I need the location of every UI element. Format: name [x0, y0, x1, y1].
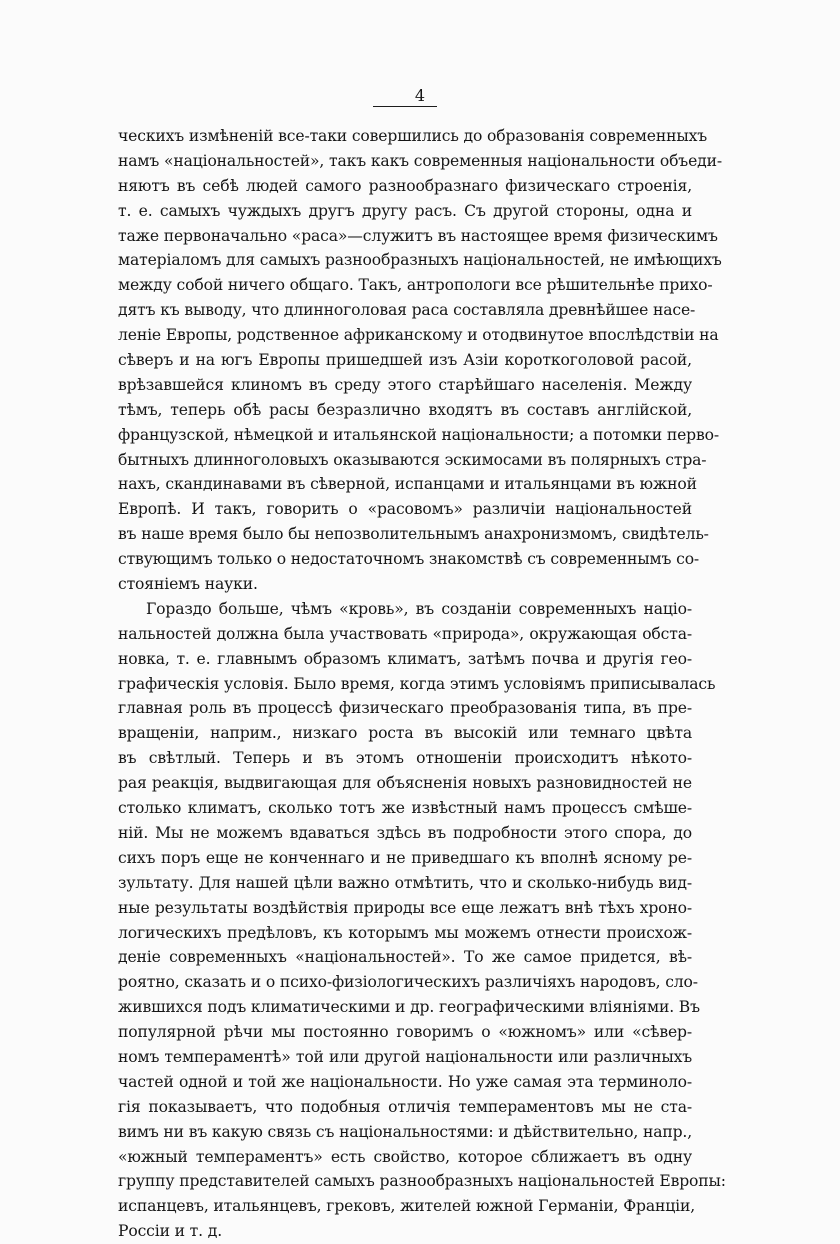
text-line: графическія условія. Было время, когда этимъ условіямъ приписывалась: [118, 674, 716, 693]
text-line: испанцевъ, итальянцевъ, грековъ, жителей южной Германіи, Франціи,: [118, 1197, 696, 1216]
text-line: логическихъ предѣловъ, къ которымъ мы можемъ отнести происхож-: [118, 923, 692, 942]
text-line: леніе Европы, родственное африканскому и отодвинутое впослѣдствіи на: [118, 326, 719, 345]
text-line: частей одной и той же національности. Но уже самая эта терминоло-: [118, 1072, 692, 1091]
text-line: въ наше время было бы непозволительнымъ анахронизмомъ, свидѣтель-: [118, 525, 709, 544]
text-line: номъ темпераментѣ» той или другой національности или различныхъ: [118, 1047, 692, 1066]
text-line: Россіи и т. д.: [118, 1222, 223, 1241]
text-line: тѣмъ, теперь обѣ расы безразлично входятъ въ составъ англійской,: [118, 400, 692, 419]
text-line: врѣзавшейся клиномъ въ среду этого старѣйшаго населенія. Между: [118, 375, 692, 394]
text-line: Гораздо больше, чѣмъ «кровь», въ созданіи современныхъ націо-: [146, 599, 692, 618]
text-line: ные результаты воздѣйствія природы все еще лежатъ внѣ тѣхъ хроно-: [118, 898, 692, 917]
text-line: главная роль въ процессѣ физическаго преобразованія типа, въ пре-: [118, 699, 692, 718]
text-line: стояніемъ науки.: [118, 575, 258, 594]
text-line: группу представителей самыхъ разнообразныхъ національностей Европы:: [118, 1172, 726, 1191]
text-line: Европѣ. И такъ, говорить о «расовомъ» различіи національностей: [118, 500, 692, 519]
text-line: матеріаломъ для самыхъ разнообразныхъ національностей, не имѣющихъ: [118, 251, 722, 270]
page-number: 4: [414, 86, 426, 105]
text-line: вращеніи, наприм., низкаго роста въ высокій или темнаго цвѣта: [118, 724, 692, 743]
text-line: гія показываетъ, что подобныя отличія темпераментовъ мы не ста-: [118, 1097, 692, 1116]
page-number-rule: [373, 106, 437, 107]
text-line: дятъ къ выводу, что длинноголовая раса составляла древнѣйшее насе-: [118, 301, 696, 320]
text-line: ческихъ измѣненій все-таки совершились до образованія современныхъ: [118, 127, 708, 145]
text-line: деніе современныхъ «національностей». То же самое придется, вѣ-: [118, 948, 692, 967]
text-line: нахъ, скандинавами въ сѣверной, испанцами и итальянцами въ южной: [118, 475, 697, 494]
text-line: «южный темпераментъ» есть свойство, которое сближаетъ въ одну: [118, 1147, 692, 1166]
text-line: ствующимъ только о недостаточномъ знакомствѣ съ современнымъ со-: [118, 550, 700, 569]
text-line: столько климатъ, сколько тотъ же извѣстный намъ процессъ смѣше-: [118, 799, 692, 818]
text-line: популярной рѣчи мы постоянно говоримъ о «южномъ» или «сѣвер-: [118, 1023, 692, 1042]
text-line: между собой ничего общаго. Такъ, антропологи все рѣшительнѣе прихо-: [118, 276, 713, 295]
text-line: жившихся подъ климатическими и др. географическими вліяніями. Въ: [118, 998, 700, 1017]
text-line: бытныхъ длинноголовыхъ оказываются эскимосами въ полярныхъ стра-: [118, 450, 707, 469]
text-line: новка, т. е. главнымъ образомъ климатъ, затѣмъ почва и другія гео-: [118, 649, 692, 668]
body-text: [118, 124, 726, 1244]
text-line: французской, нѣмецкой и итальянской національности; а потомки перво-: [118, 425, 719, 444]
paragraph-2: [118, 597, 726, 1244]
text-line: ній. Мы не можемъ вдаваться здѣсь въ подробности этого спора, до: [118, 823, 692, 842]
text-line: вимъ ни въ какую связь съ національностями: и дѣйствительно, напр.,: [118, 1122, 693, 1141]
text-line: въ свѣтлый. Теперь и въ этомъ отношеніи происходитъ нѣкото-: [118, 749, 692, 768]
text-line: нальностей должна была участвовать «природа», окружающая обста-: [118, 624, 692, 643]
text-line: таже первоначально «раса»—служитъ въ настоящее время физическимъ: [118, 226, 718, 245]
text-line: няютъ въ себѣ людей самого разнообразнаго физическаго строенія,: [118, 176, 692, 195]
text-line: зультату. Для нашей цѣли важно отмѣтить, что и сколько-нибудь вид-: [118, 873, 692, 892]
text-line: рая реакція, выдвигающая для объясненія новыхъ разновидностей не: [118, 774, 692, 793]
text-line: т. е. самыхъ чуждыхъ другъ другу расъ. Съ другой стороны, одна и: [118, 201, 692, 220]
text-line: намъ «національностей», такъ какъ современныя національности объеди-: [118, 151, 722, 170]
text-line: сихъ поръ еще не конченнаго и не приведшаго къ вполнѣ ясному ре-: [118, 848, 692, 867]
paragraph-1: [118, 124, 722, 597]
text-line: сѣверъ и на югъ Европы пришедшей изъ Азіи короткоголовой расой,: [118, 351, 692, 370]
text-line: роятно, сказать и о психо-физіологическихъ различіяхъ народовъ, сло-: [118, 973, 698, 992]
